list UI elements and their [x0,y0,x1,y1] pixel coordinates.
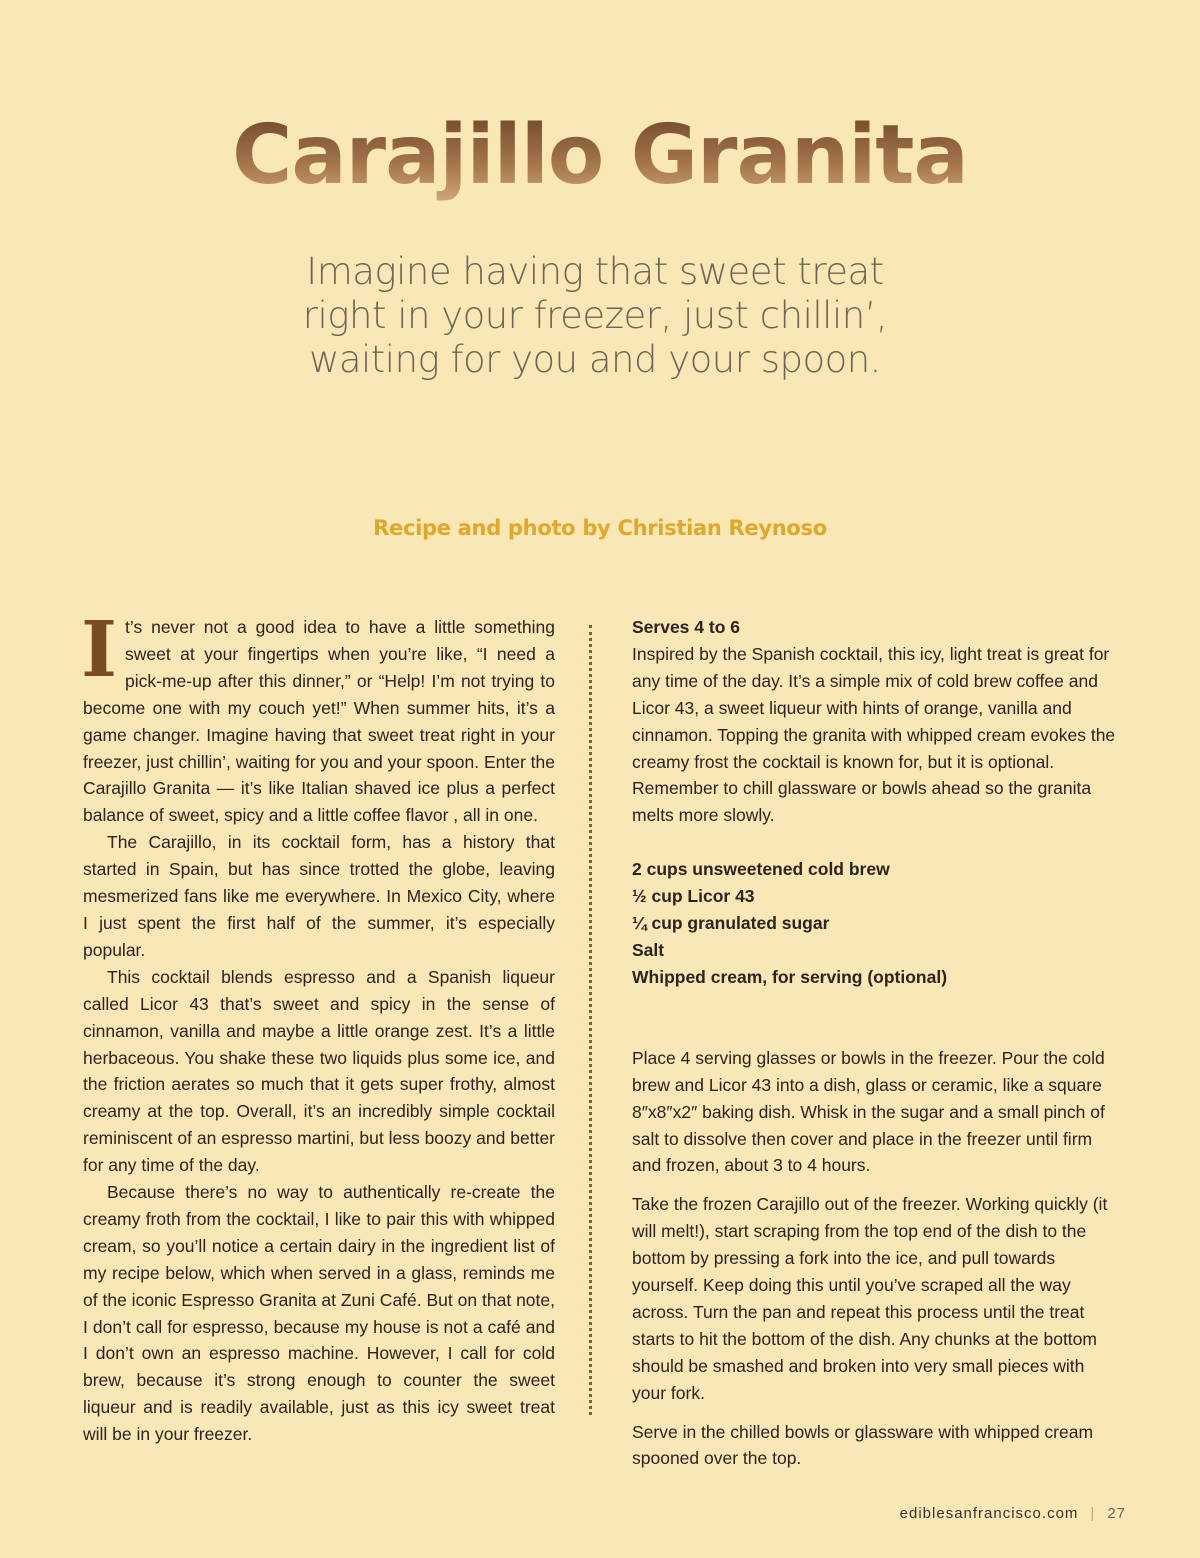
ingredient-item: Salt [632,939,665,960]
recipe-serves: Serves 4 to 6 [632,617,740,637]
recipe-step: Place 4 serving glasses or bowls in the freezer. Pour the cold brew and Licor 43 into a dish, glass or ceramic, like a square 8″x8″x2″ baking dish. Whisk in the sugar and a small pinch of salt to dissolve then cover and place in the freezer until firm and frozen, about 3 to 4 hours. [632,1047,1105,1176]
page-number: 27 [1107,1505,1126,1522]
intro-paragraph-4: Because there’s no way to authentically re-create the creamy froth from the cocktail, I like to pair this with whipped cream, so you’ll notice a certain dairy in the ingredient list of my recipe below, which when served in a glass, reminds me of the iconic Espresso Granita at Zuni Café. But on that note, I don’t call for espresso, because my house is not a café and I don’t own an espresso machine. However, I call for cold brew, because it’s strong enough to counter the sweet liqueur and is readily available, just as this icy sweet treat will be in your freezer. [83,1182,555,1445]
article-dek: Imagine having that sweet treat right in your freezer, just chillin’, waiting for you and your spoon. [302,250,888,381]
recipe-column [632,614,1116,1472]
byline: Recipe and photo by Christian Reynoso [373,516,827,540]
intro-paragraph-3: This cocktail blends espresso and a Spanish liqueur called Licor 43 that’s sweet and spicy in the sense of cinnamon, vanilla and maybe a little orange zest. It’s a little herbaceous. You shake these two liquids plus some ice, and the friction aerates so much that it gets super frothy, almost creamy at the top. Overall, it’s an incredibly simple cocktail reminiscent of an espresso martini, but less boozy and better for any time of the day. [83,966,555,1176]
ingredient-item: Whipped cream, for serving (optional) [632,966,948,987]
article-title: Carajillo Granita [0,108,1200,203]
recipe-step: Take the frozen Carajillo out of the freezer. Working quickly (it will melt!), start scraping from the top end of the dish to the bottom by pressing a fork into the ice, and pull towards yourself. Keep doing this until you’ve scraped all the way across. Turn the pan and repeat this process until the treat starts to hit the bottom of the dish. Any chunks at the bottom should be smashed and broken into very small pieces with your fork. [632,1194,1108,1403]
recipe-step: Serve in the chilled bowls or glassware with whipped cream spooned over the top. [632,1421,1094,1469]
footer-site-link[interactable]: ediblesanfrancisco.com [899,1505,1079,1522]
recipe-headnote: Inspired by the Spanish cocktail, this icy, light treat is great for any time of the day. It’s a simple mix of cold brew coffee and Licor 43, a sweet liqueur with hints of orange, vanilla and cinnamon. Topping the granita with whipped cream evokes the creamy frost the cocktail is known for, but it is optional. Remember to chill glassware or bowls ahead so the granita melts more slowly. [632,643,1116,826]
intro-paragraph-2: The Carajillo, in its cocktail form, has a history that started in Spain, but has since trotted the globe, leaving mesmerized fans like me everywhere. In Mexico City, where I just spent the first half of the summer, it’s especially popular. [83,832,555,960]
intro-paragraph-1 [81,605,555,829]
intro-column [81,605,555,1448]
page-footer [900,1505,1126,1522]
intro-paragraph-1-text: t’s never not a good idea to have a little something sweet at your fingertips when you’re like, “I need a pick-me-up after this dinner,” or “Help! I’m not trying to become one with my couch yet!” When summer hits, it’s a game changer. Imagine having that sweet treat right in your freezer, just chillin’, waiting for you and your spoon. Enter the Carajillo Granita — it’s like Italian shaved ice plus a perfect balance of sweet, spicy and a little coffee flavor , all in one. [83,617,555,826]
footer-separator: | [1090,1505,1096,1522]
ingredient-item: 2 cups unsweetened cold brew [632,859,890,880]
drop-cap: I [81,605,118,695]
ingredient-item: ½ cup Licor 43 [632,886,755,907]
column-divider [589,625,592,1415]
ingredient-item: ¼ cup granulated sugar [632,913,830,934]
